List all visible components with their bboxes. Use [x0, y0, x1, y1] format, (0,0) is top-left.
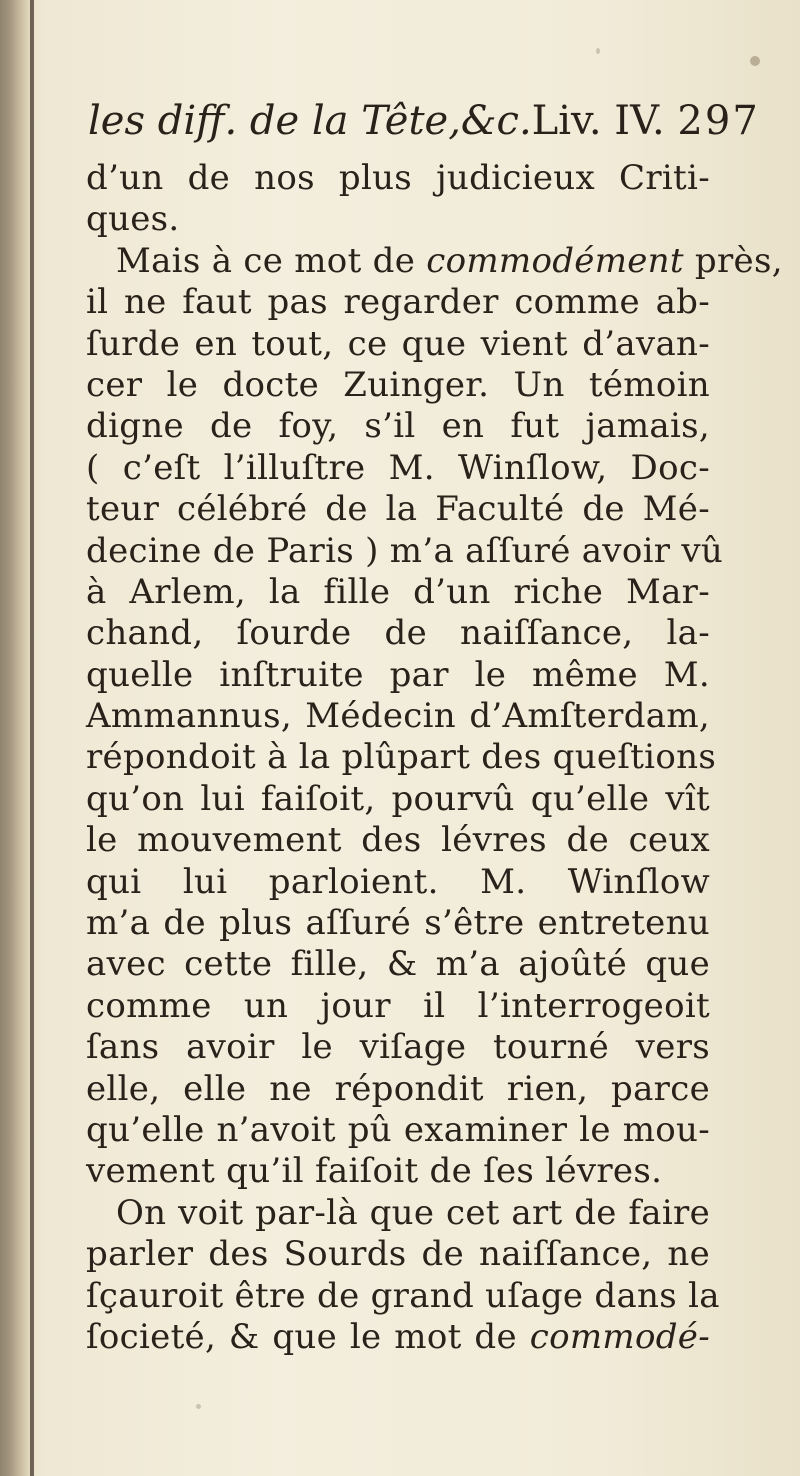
text-segment: Mais à ce mot de	[116, 240, 427, 281]
text-segment: decine de Paris ) m’a aſſuré avoir vû	[86, 530, 724, 571]
text-line	[86, 282, 710, 323]
text-line	[86, 530, 724, 572]
text-segment: m’a de plus aſſuré s’être entretenu	[86, 903, 710, 944]
text-line	[86, 448, 710, 489]
text-segment: avec cette fille, & m’a ajoûté que	[86, 944, 710, 985]
text-segment: cer le docte Zuinger. Un témoin	[86, 364, 710, 405]
text-segment: ques.	[86, 199, 180, 240]
text-line	[86, 1110, 710, 1151]
text-line	[86, 903, 710, 944]
text-segment: il ne faut pas regarder comme ab-	[86, 282, 710, 323]
text-segment: ſurde en tout, ce que vient d’avan-	[86, 323, 710, 364]
ink-smudge	[196, 1404, 201, 1409]
text-segment: comme un jour il l’interrogeoit	[86, 985, 710, 1026]
text-segment: vement qu’il faiſoit de ſes lévres.	[86, 1151, 663, 1192]
text-segment: On voit par-là que cet art de faire	[116, 1192, 710, 1233]
text-segment: elle, elle ne répondit rien, parce	[86, 1068, 710, 1109]
body-text	[86, 158, 783, 1358]
text-line	[86, 820, 710, 861]
text-line	[86, 1317, 710, 1358]
italic-term: commodément	[426, 240, 684, 281]
text-segment: ſçauroit être de grand uſage dans la	[86, 1275, 720, 1316]
text-segment: ſocieté, & que le mot de	[86, 1316, 530, 1357]
text-segment: teur célébré de la Faculté de Mé-	[86, 489, 710, 530]
text-segment: digne de foy, s’il en fut jamais,	[86, 406, 710, 447]
text-line	[86, 1151, 710, 1192]
text-line	[86, 324, 710, 365]
text-line	[86, 365, 710, 406]
text-line	[86, 737, 717, 778]
text-segment: à Arlem, la fille d’un riche Mar-	[86, 571, 710, 612]
text-line	[86, 1069, 710, 1110]
page-edge-line	[30, 0, 34, 1476]
text-line	[86, 572, 710, 613]
page-number: 297	[677, 98, 760, 144]
text-line	[86, 199, 710, 240]
text-segment: ſans avoir le viſage tourné vers	[86, 1027, 710, 1068]
text-line	[86, 655, 710, 696]
text-segment: près,	[683, 240, 783, 281]
text-line	[86, 406, 710, 447]
book-number: Liv. IV.	[531, 98, 665, 144]
text-line	[86, 240, 783, 282]
running-title: les diff. de la Tête,&c.	[88, 98, 532, 144]
text-segment: ( c’eſt l’illuſtre M. Winſlow, Doc-	[86, 447, 710, 488]
text-segment: répondoit à la plûpart des queſtions	[86, 737, 717, 778]
text-segment: quelle inſtruite par le même M.	[86, 654, 710, 695]
text-segment: d’un de nos plus judicieux Criti-	[86, 158, 710, 198]
text-line	[86, 158, 710, 199]
text-line	[86, 1027, 710, 1068]
text-segment: le mouvement des lévres de ceux	[86, 820, 710, 861]
text-line	[86, 1234, 710, 1275]
ink-smudge	[596, 48, 600, 54]
book-section	[532, 98, 760, 144]
ink-smudge	[750, 56, 760, 66]
text-line	[86, 489, 710, 530]
text-segment: qu’elle n’avoit pû examiner le mou-	[86, 1109, 710, 1150]
text-segment: qu’on lui faiſoit, pourvû qu’elle vît	[86, 778, 710, 819]
text-line	[86, 779, 710, 820]
page-header	[88, 98, 760, 158]
text-segment: qui lui parloient. M. Winſlow	[86, 861, 710, 902]
text-line	[86, 613, 710, 654]
italic-term: commodé-	[529, 1316, 710, 1357]
book-spine-shadow	[0, 0, 32, 1476]
text-line	[86, 944, 710, 985]
text-line	[86, 986, 710, 1027]
text-segment: Ammannus, Médecin d’Amſterdam,	[86, 696, 710, 737]
text-segment: chand, ſourde de naiſſance, la-	[86, 613, 710, 654]
text-line	[86, 862, 710, 903]
text-line	[86, 696, 710, 737]
text-line	[86, 1193, 710, 1234]
text-segment: parler des Sourds de naiſſance, ne	[86, 1234, 710, 1275]
text-line	[86, 1275, 720, 1317]
